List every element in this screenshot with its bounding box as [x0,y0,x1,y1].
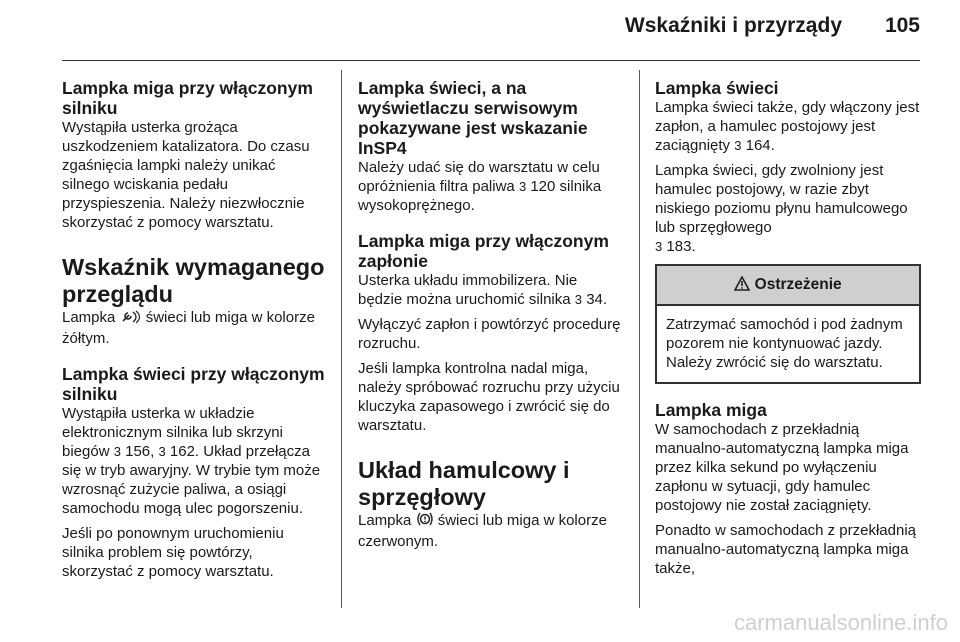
paragraph: Jeśli po ponownym uruchomieniu silnika problem się powtórzy, skorzystać z pomocy warsztatu. [62,525,284,580]
warning-triangle-icon [734,268,750,306]
section-heading: Lampka miga przy włączonym silniku [62,78,313,118]
column-2 [358,78,623,557]
brake-warning-icon [416,511,434,532]
paragraph: W samochodach z przekładnią manualno-automatyczną lampka miga przez kilka sekund po wyłączeniu zapłonu w sytuacji, gdy hamulec postojowy nie został zaciągnięty. [655,421,909,514]
paragraph: Lampka świeci lub miga w kolorze czerwonym. [358,512,607,550]
column-divider [341,70,342,608]
column-divider [639,70,640,608]
header-title: Wskaźniki i przyrządy [624,14,842,37]
paragraph: Wystąpiła usterka w układzie elektronicznym silnika lub skrzyni biegów 3 156, 3 162. Układ przełącza się w tryb awaryjny. W trybie tym może wzrosnąć zużycie paliwa, a osiągi samochodu mogą ulec pogorszeniu. [62,405,321,517]
page-number: 105 [884,14,920,37]
paragraph: Lampka świeci także, gdy włączony jest zapłon, a hamulec postojowy jest zaciągnięty 3 164. [655,99,920,154]
paragraph: Wystąpiła usterka grożąca uszkodzeniem katalizatora. Do czasu zgaśnięcia lampki należy unikać silnego wciskania pedału przyspieszenia. Należy niezwłocznie skorzystać z pomocy warsztatu. [62,119,310,231]
paragraph: Lampka świeci lub miga w kolorze żółtym. [62,309,315,347]
section-heading: Lampka świeci przy włączonym silniku [62,364,325,404]
column-1 [62,78,327,587]
paragraph: Należy udać się do warsztatu w celu opróżnienia filtra paliwa 3 120 silnika wysokoprężnego. [358,159,602,214]
page-header [0,0,960,62]
page-ref-arrow-icon: 3 [113,444,121,459]
section-heading: Lampka świeci, a na wyświetlaczu serwisowym pokazywane jest wskazanie InSP4 [358,78,588,158]
service-wrench-icon [120,310,142,329]
section-heading: Lampka świeci [655,78,779,98]
section-heading: Lampka miga przy włączonym zapłonie [358,231,609,271]
page-ref-arrow-icon: 3 [574,292,583,307]
page-ref-arrow-icon: 3 [734,138,742,153]
warning-box [655,264,921,384]
paragraph: Ponadto w samochodach z przekładnią manualno-automatyczną lampka miga także, [655,522,916,577]
header-divider [62,60,920,61]
paragraph: Lampka świeci, gdy zwolniony jest hamulec postojowy, w razie zbyt niskiego poziomu płynu hamulcowego lub sprzęgłowego 3 183. [655,162,908,255]
section-title: Wskaźnik wymaganego przeglądu [62,254,325,307]
column-3 [655,78,925,584]
paragraph: Usterka układu immobilizera. Nie będzie można uruchomić silnika 3 34. [358,272,608,308]
page-ref-arrow-icon: 3 [655,239,663,254]
section-heading: Lampka miga [655,400,767,420]
section-title: Układ hamulcowy i sprzęgłowy [358,457,570,510]
warning-header: Ostrzeżenie [657,266,919,306]
watermark: carmanualsonline.info [733,610,948,635]
paragraph: Wyłączyć zapłon i powtórzyć procedurę rozruchu. [358,316,621,352]
page-ref-arrow-icon: 3 [518,179,527,194]
paragraph: Jeśli lampka kontrolna nadal miga, należy spróbować rozruchu przy użyciu kluczyka zapasowego i zwrócić się do warsztatu. [358,360,620,434]
page-ref-arrow-icon: 3 [158,444,166,459]
warning-text: Zatrzymać samochód i pod żadnym pozorem nie kontynuować jazdy. Należy zwrócić się do warsztatu. [666,316,903,371]
